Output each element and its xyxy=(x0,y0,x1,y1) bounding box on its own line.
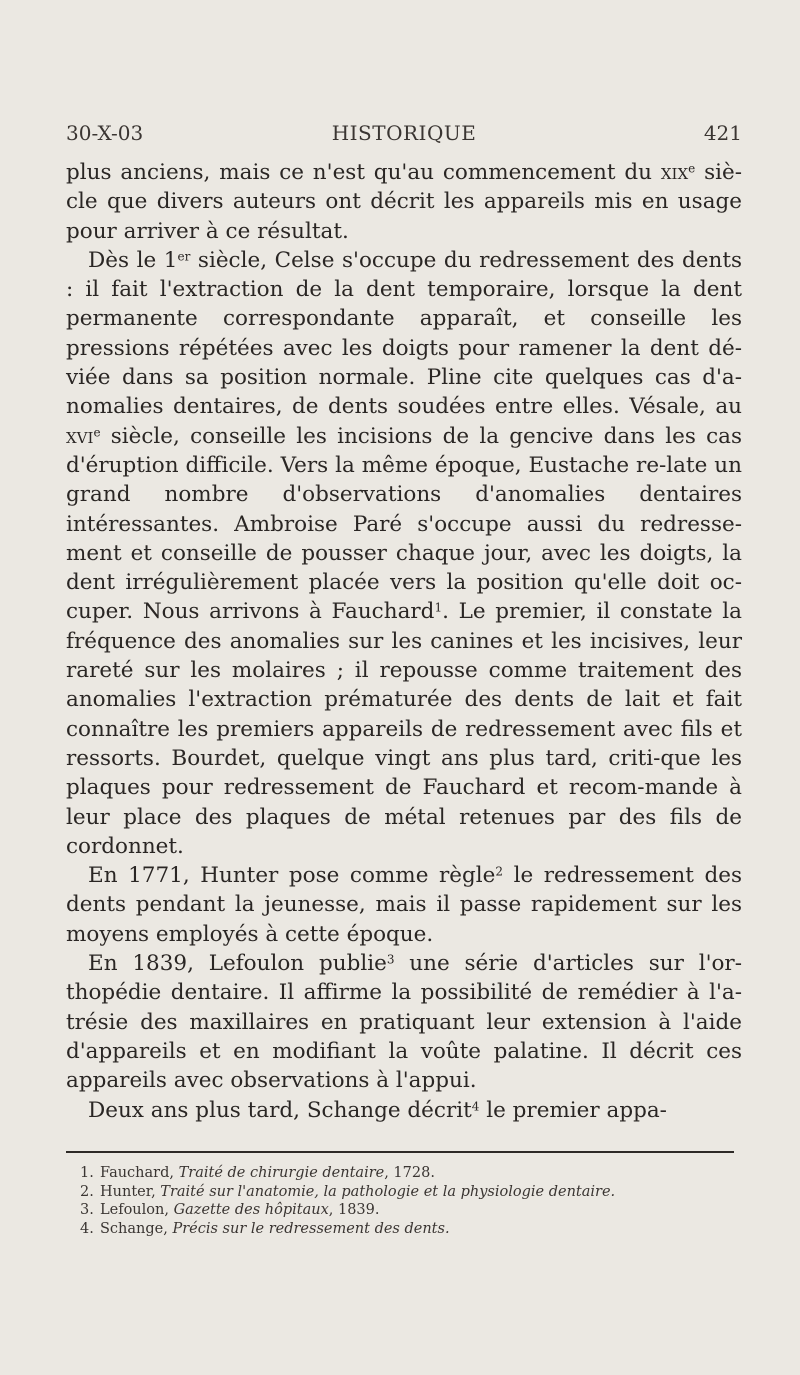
header-title: HISTORIQUE xyxy=(331,121,477,145)
footnote-author: Fauchard, xyxy=(100,1165,179,1181)
footnote-ref-1[interactable]: 1 xyxy=(434,600,443,615)
superscript: e xyxy=(93,425,101,440)
paragraph-4 xyxy=(66,949,742,1095)
footnote-title: Traité de chirurgie dentaire xyxy=(178,1165,385,1181)
footnote-ref-4[interactable]: 4 xyxy=(471,1098,480,1113)
century-numeral: xvi xyxy=(66,423,94,449)
footnote-details: , 1839. xyxy=(328,1202,380,1218)
century-numeral: xix xyxy=(660,160,689,185)
running-header xyxy=(66,121,742,151)
footnote-number: 1. xyxy=(80,1165,94,1181)
paragraph-text: le premier appa- xyxy=(479,1097,667,1123)
footnotes xyxy=(80,1164,740,1238)
superscript: e xyxy=(688,161,696,176)
paragraph-5 xyxy=(66,1096,742,1125)
footnote-4 xyxy=(80,1220,740,1239)
footnote-number: 3. xyxy=(80,1202,94,1218)
page-number: 421 xyxy=(703,121,742,145)
paragraph-text: siècle, Celse s'occupe du redressement des dents : il fait l'extraction de la dent temporaire, lorsque la dent permanente correspondante apparaît, et conseille les pressions répétées avec les doigts pour ramener la dent dé-viée dans sa position normale. Pline cite quelques cas d'a-nomalies dentaires, de dents soudées entre elles. Vésale, au xyxy=(66,247,743,420)
footnote-number: 4. xyxy=(80,1220,94,1237)
footnote-title: Précis sur le redressement des dents. xyxy=(172,1220,450,1237)
footnote-3 xyxy=(80,1201,740,1220)
paragraph-1 xyxy=(66,158,742,246)
footnote-author: Hunter, xyxy=(100,1183,161,1200)
paragraph-3 xyxy=(66,861,742,949)
paragraph-text: une série d'articles sur l'or-thopédie dentaire. Il affirme la possibilité de remédier à l'a-trésie des maxillaires en pratiquant leur extension à l'aide d'appareils et en modifiant la voûte palatine. Il décrit ces appareils avec observations à l'appui. xyxy=(66,951,742,1094)
header-date: 30-X-03 xyxy=(66,121,144,145)
footnote-author: Schange, xyxy=(100,1220,173,1237)
footnote-number: 2. xyxy=(80,1183,94,1200)
footnote-ref-2[interactable]: 2 xyxy=(495,864,503,879)
footnote-author: Lefoulon, xyxy=(100,1202,174,1218)
paragraph-text: Dès le xyxy=(88,247,164,273)
footnote-ref-3[interactable]: 3 xyxy=(386,952,395,967)
ordinal-number: 1 xyxy=(163,247,178,273)
body-text xyxy=(66,158,742,1125)
paragraph-text: plus anciens, mais ce n'est qu'au commencement du xyxy=(66,160,661,185)
footnote-details: , 1728. xyxy=(384,1165,435,1181)
paragraph-text: En 1771, Hunter pose comme règle xyxy=(88,863,496,889)
paragraph-text: En 1839, Lefoulon publie xyxy=(88,951,387,977)
paragraph-text: le redressement des dents pendant la jeunesse, mais il passe rapidement sur les moyens employés à cette époque. xyxy=(66,863,742,947)
paragraph-text: Deux ans plus tard, Schange décrit xyxy=(88,1097,472,1123)
footnote-divider xyxy=(66,1151,734,1153)
paragraph-text: siè-cle que divers auteurs ont décrit les appareils mis en usage pour arriver à ce résultat. xyxy=(66,160,742,244)
paragraph-text: . Le premier, il constate la fréquence des anomalies sur les canines et les incisives, leur rareté sur les molaires ; il repousse comme traitement des anomalies l'extraction prématurée des dents de lait et fait connaître les premiers appareils de redressement avec fils et ressorts. Bourdet, quelque vingt ans plus tard, criti-que les plaques pour redressement de Fauchard et recom-mande à leur place des plaques de métal retenues par des fils de cordonnet. xyxy=(66,599,742,859)
paragraph-text: siècle, conseille les incisions de la gencive dans les cas d'éruption difficile. Vers la même époque, Eustache re-late un grand nombre d'observations d'anomalies dentaires intéressantes. Ambroise Paré s'occupe aussi du redresse-ment et conseille de pousser chaque jour, avec les doigts, la dent irrégulièrement placée vers la position qu'elle doit oc-cuper. Nous arrivons à Fauchard xyxy=(66,423,742,625)
paragraph-2 xyxy=(66,246,742,861)
footnote-2 xyxy=(80,1183,740,1202)
superscript: er xyxy=(177,249,191,264)
footnote-title: Traité sur l'anatomie, la pathologie et la physiologie dentaire. xyxy=(160,1183,616,1200)
footnote-title: Gazette des hôpitaux xyxy=(173,1202,329,1218)
footnote-1 xyxy=(80,1164,740,1183)
